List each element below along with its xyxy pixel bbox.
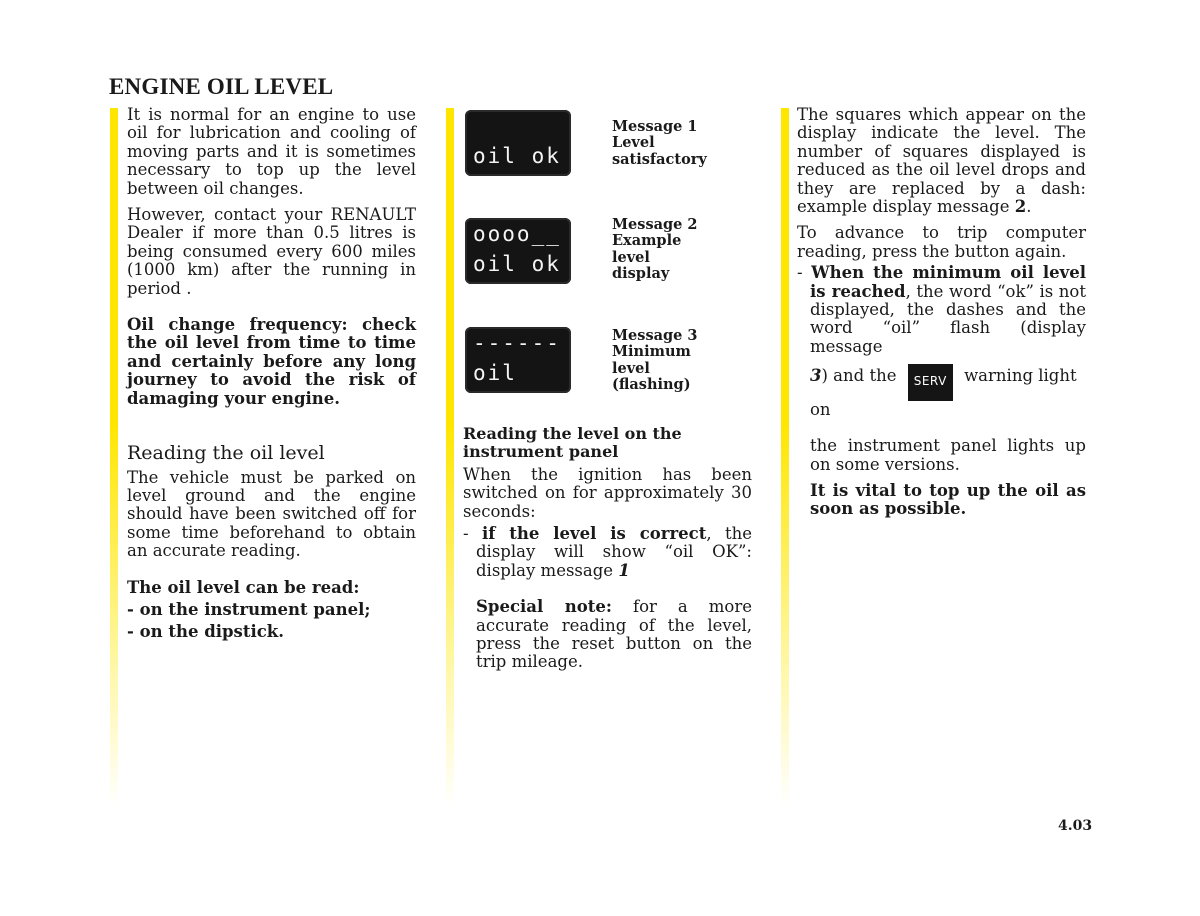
column-right [797, 106, 1086, 519]
page-number: 4.03 [1058, 818, 1093, 834]
display-line-bottom: oil ok [473, 252, 561, 276]
paragraph-oil-change-frequency: Oil change frequency: check the oil level from time to time and certainly before any long journey to avoid the risk of damaging your engine. [127, 315, 416, 408]
paragraph-special-note [463, 598, 752, 672]
paragraph-advance: To advance to trip computer reading, press the button again. [797, 223, 1086, 261]
caption-line: level [612, 248, 650, 266]
display-line-top: oooo__ [473, 222, 561, 246]
list-item-instrument-panel: - on the instrument panel; [127, 599, 371, 619]
margin-bar-left [110, 108, 118, 808]
display-line-bottom: oil [473, 361, 517, 385]
paragraph-dealer: However, contact your RENAULT Dealer if more than 0.5 litres is being consumed every 600 miles (1000 km) after the running in period . [127, 205, 416, 298]
list-dash: - [797, 263, 803, 283]
paragraph-parked: The vehicle must be parked on level ground and the engine should have been switched off for some time beforehand to obtain an accurate reading. [127, 467, 416, 561]
display-line-bottom: oil ok [473, 144, 561, 168]
margin-bar-right [781, 108, 789, 808]
paragraph-ignition: When the ignition has been switched on for approximately 30 seconds: [463, 464, 752, 521]
paragraph-level-can-be-read: The oil level can be read: [127, 577, 360, 597]
heading-reading-oil-level: Reading the oil level [127, 442, 325, 465]
list-item-dipstick: - on the dipstick. [127, 622, 284, 642]
column-left [127, 106, 416, 642]
caption-line: (flashing) [612, 376, 691, 394]
caption-message-2 [612, 217, 698, 283]
caption-line: Minimum [612, 343, 691, 361]
caption-line: Message 1 [612, 118, 698, 135]
message-number: 2 [1014, 197, 1027, 217]
special-note-text: for a more accurate reading of the level, press the reset button on the trip mileage. [476, 597, 752, 672]
caption-line: Level [612, 134, 655, 152]
column-middle [463, 425, 752, 672]
paragraph-oil-use: It is normal for an engine to use oil for lubrication and cooling of moving parts and it is sometimes necessary to top up the level between oil changes. [127, 105, 416, 198]
caption-message-1 [612, 119, 707, 168]
caption-line: Example [612, 232, 682, 250]
special-note-label: Special note: [476, 597, 612, 617]
caption-line: Message 2 [612, 216, 698, 233]
level-correct-label: if the level is correct [481, 524, 707, 544]
display-message-3 [465, 327, 571, 393]
minimum-level-text: , the word “ok” is not displayed, the dashes and the word “oil” flash (display message [810, 281, 1086, 356]
paragraph-instrument-panel-lights: the instrument panel lights up on some versions. [810, 436, 1086, 474]
serv-warning-icon: SERV [908, 364, 953, 400]
paragraph-squares [797, 106, 1086, 216]
paragraph-top-up-warning: It is vital to top up the oil as soon as possible. [810, 480, 1086, 519]
message-number: 1 [618, 560, 630, 580]
page-title: ENGINE OIL LEVEL [109, 74, 334, 99]
caption-line: level [612, 359, 650, 377]
serv-text-before: ) and the [821, 366, 897, 386]
paragraph-serv-warning [797, 364, 1086, 419]
display-message-2 [465, 218, 571, 284]
caption-line: satisfactory [612, 150, 707, 168]
punctuation: . [1026, 197, 1032, 217]
caption-line: Message 3 [612, 327, 698, 344]
list-dash: - [463, 524, 469, 544]
caption-message-3 [612, 328, 698, 394]
caption-line: display [612, 265, 670, 283]
margin-bar-middle [446, 108, 454, 808]
squares-text: The squares which appear on the display indicate the level. The number of squares displayed is reduced as the oil level drops and they are replaced by a dash: example display message [797, 105, 1086, 217]
display-message-1 [465, 110, 571, 176]
heading-reading-on-instrument-panel: Reading the level on the instrument panel [463, 424, 682, 462]
message-number: 3 [810, 366, 822, 386]
level-correct-text: , the display will show “oil OK”: display message [476, 524, 753, 580]
serv-text-after: warning light on [810, 366, 1077, 419]
display-line-top: ------ [473, 331, 561, 355]
list-item-minimum-level [797, 264, 1086, 356]
minimum-level-label: When the minimum oil level is reached [810, 263, 1086, 301]
list-item-level-correct [463, 525, 752, 580]
